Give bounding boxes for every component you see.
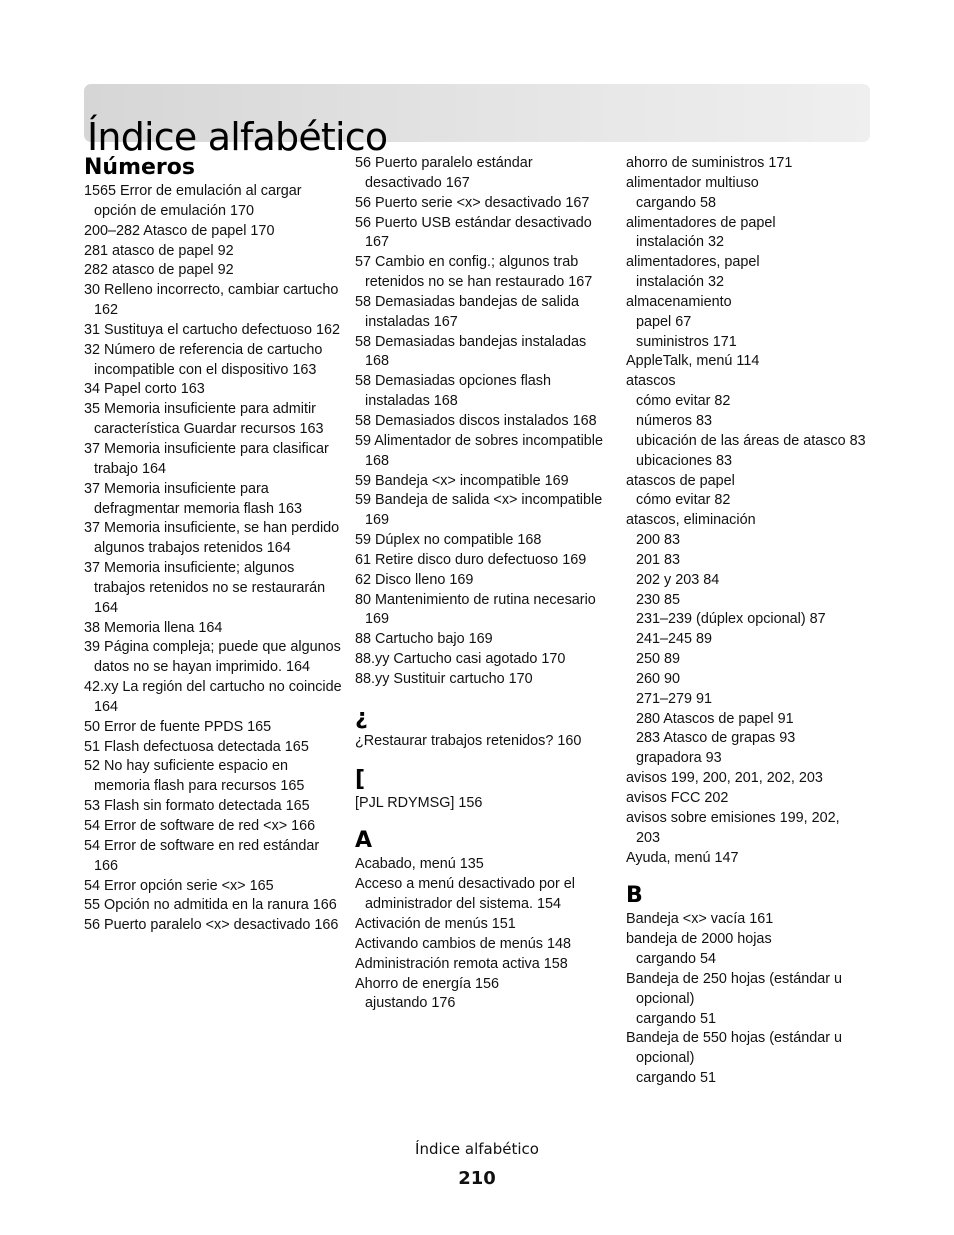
index-entry: 37 Memoria insuficiente; algunos trabajos retenidos no se restaurarán 164	[84, 560, 326, 616]
index-subentry: 283 Atasco de grapas 93	[636, 730, 796, 747]
index-entry: 32 Número de referencia de cartucho incompatible con el dispositivo 163	[84, 341, 323, 378]
index-subentry: 260 90	[636, 670, 681, 687]
index-subentry: 280 Atascos de papel 91	[636, 710, 794, 727]
index-entry: 54 Error opción serie <x> 165	[84, 877, 274, 894]
index-entry: alimentadores de papel	[626, 214, 776, 231]
index-entry: 61 Retire disco duro defectuoso 169	[355, 551, 587, 568]
index-entry: atascos	[626, 373, 676, 390]
index-entry: Acabado, menú 135	[355, 856, 484, 873]
index-entry: 35 Memoria insuficiente para admitir característica Guardar recursos 163	[84, 401, 324, 438]
index-entry: 56 Puerto paralelo <x> desactivado 166	[84, 917, 339, 934]
index-entry: alimentador multiuso	[626, 174, 759, 191]
index-entry: 55 Opción no admitida en la ranura 166	[84, 897, 337, 914]
index-entry: 31 Sustituya el cartucho defectuoso 162	[84, 321, 341, 338]
index-entry: 37 Memoria insuficiente, se han perdido algunos trabajos retenidos 164	[84, 520, 340, 557]
index-entry: bandeja de 2000 hojas	[626, 931, 772, 948]
title-banner	[84, 84, 870, 160]
page-title: Índice alfabético	[87, 115, 388, 160]
index-entry: 80 Mantenimiento de rutina necesario 169	[355, 591, 596, 628]
index-entry: atascos, eliminación	[626, 512, 756, 529]
index-column-1	[84, 154, 342, 950]
index-entry: 58 Demasiadas bandejas instaladas 168	[355, 333, 587, 370]
index-entry: avisos sobre emisiones 199, 202, 203	[626, 809, 840, 846]
index-entry: 51 Flash defectuosa detectada 165	[84, 738, 309, 755]
index-entry: 56 Puerto USB estándar desactivado 167	[355, 214, 592, 251]
index-entry: Administración remota activa 158	[355, 955, 568, 972]
footer-label: Índice alfabético	[415, 1140, 539, 1158]
index-entry: avisos 199, 200, 201, 202, 203	[626, 770, 823, 787]
index-subentry: números 83	[636, 412, 712, 429]
index-entry: 282 atasco de papel 92	[84, 262, 234, 279]
index-entry: avisos FCC 202	[626, 790, 729, 806]
index-entry: 54 Error de software en red estándar 166	[84, 837, 320, 874]
index-subentry: 241–245 89	[636, 631, 713, 648]
index-subentry: cargando 51	[636, 1070, 717, 1087]
index-section	[355, 154, 613, 690]
index-entry: 50 Error de fuente PPDS 165	[84, 718, 272, 735]
index-entry: Bandeja <x> vacía 161	[626, 911, 774, 928]
section-heading: Números	[84, 155, 195, 180]
index-subentry: instalación 32	[636, 234, 725, 251]
index-subentry: cargando 54	[636, 951, 717, 968]
index-entry: 30 Relleno incorrecto, cambiar cartucho 162	[84, 282, 339, 319]
index-entry: 52 No hay suficiente espacio en memoria flash para recursos 165	[84, 758, 305, 795]
index-subentry: papel 67	[636, 313, 692, 330]
section-heading: [	[355, 766, 366, 792]
index-entry: 1565 Error de emulación al cargar opción de emulación 170	[84, 183, 302, 219]
index-entry: Acceso a menú desactivado por el administrador del sistema. 154	[355, 876, 575, 913]
index-subentry: 202 y 203 84	[636, 571, 720, 588]
index-entry: Ayuda, menú 147	[626, 849, 739, 866]
index-entry: 37 Memoria insuficiente para defragmentar memoria flash 163	[84, 480, 302, 517]
index-entry: 37 Memoria insuficiente para clasificar trabajo 164	[84, 440, 329, 477]
index-subentry: cómo evitar 82	[636, 492, 731, 509]
index-subentry: grapadora 93	[636, 750, 722, 767]
index-subentry: 231–239 (dúplex opcional) 87	[636, 611, 826, 628]
index-entry: 59 Bandeja de salida <x> incompatible 169	[355, 492, 603, 529]
index-entry: 54 Error de software de red <x> 166	[84, 818, 316, 834]
index-subentry: 200 83	[636, 532, 681, 549]
index-entry: 42.xy La región del cartucho no coincide 164	[84, 679, 342, 715]
index-subentry: instalación 32	[636, 274, 725, 291]
index-entry: 59 Bandeja <x> incompatible 169	[355, 472, 569, 489]
index-entry: 281 atasco de papel 92	[84, 242, 234, 259]
index-entry: 58 Demasiadas bandejas de salida instaladas 167	[355, 293, 580, 330]
index-section	[626, 882, 866, 1089]
section-heading: ¿	[355, 704, 368, 730]
index-entry: 88.yy Sustituir cartucho 170	[355, 670, 533, 687]
index-entry: 88.yy Cartucho casi agotado 170	[355, 651, 566, 668]
index-entry: 88 Cartucho bajo 169	[355, 631, 493, 648]
index-entry: 58 Demasiados discos instalados 168	[355, 412, 597, 429]
index-column-2	[355, 154, 613, 1028]
index-column-3	[626, 154, 866, 1103]
index-entry: 38 Memoria llena 164	[84, 619, 223, 636]
index-entry: 58 Demasiadas opciones flash instaladas 168	[355, 373, 551, 410]
index-entry: ahorro de suministros 171	[626, 155, 793, 171]
index-subentry: ubicación de las áreas de atasco 83	[636, 432, 866, 449]
index-subentry: cómo evitar 82	[636, 393, 731, 410]
index-entry: 56 Puerto paralelo estándar desactivado 167	[355, 155, 533, 191]
index-entry: 56 Puerto serie <x> desactivado 167	[355, 194, 590, 211]
index-entry: 200–282 Atasco de papel 170	[84, 222, 275, 239]
index-section	[626, 154, 866, 868]
index-subentry: cargando 51	[636, 1010, 717, 1027]
index-entry: 59 Dúplex no compatible 168	[355, 532, 542, 549]
index-entry: 59 Alimentador de sobres incompatible 168	[355, 432, 603, 469]
index-section	[84, 154, 342, 936]
index-subentry: 230 85	[636, 591, 681, 608]
index-entry: atascos de papel	[626, 472, 735, 489]
index-entry: 57 Cambio en config.; algunos trab retenidos no se han restaurado 167	[355, 254, 593, 291]
index-subentry: 201 83	[636, 551, 681, 568]
page-number: 210	[458, 1168, 496, 1189]
index-entry: [PJL RDYMSG] 156	[355, 794, 483, 811]
section-heading: B	[626, 883, 643, 909]
index-entry: ¿Restaurar trabajos retenidos? 160	[355, 732, 582, 749]
index-entry: Activación de menús 151	[355, 916, 516, 932]
index-entry: 62 Disco lleno 169	[355, 571, 474, 588]
index-subentry: 271–279 91	[636, 690, 713, 707]
index-entry: 39 Página compleja; puede que algunos datos no se hayan imprimido. 164	[84, 639, 341, 676]
index-entry: 34 Papel corto 163	[84, 381, 205, 398]
index-subentry: ajustando 176	[365, 995, 456, 1012]
index-section	[355, 704, 613, 752]
index-subentry: ubicaciones 83	[636, 452, 733, 469]
index-subentry: suministros 171	[636, 333, 737, 350]
index-entry: AppleTalk, menú 114	[626, 353, 760, 370]
index-entry: alimentadores, papel	[626, 254, 760, 271]
index-entry: Ahorro de energía 156	[355, 975, 500, 992]
index-section	[355, 766, 613, 814]
index-entry: Bandeja de 250 hojas (estándar u opcional)	[626, 970, 843, 1007]
index-entry: 53 Flash sin formato detectada 165	[84, 798, 310, 815]
index-entry: Activando cambios de menús 148	[355, 935, 571, 952]
index-section	[355, 827, 613, 1014]
index-subentry: cargando 58	[636, 194, 717, 211]
index-entry: almacenamiento	[626, 293, 732, 310]
index-subentry: 250 89	[636, 651, 681, 668]
index-entry: Bandeja de 550 hojas (estándar u opcional)	[626, 1030, 843, 1067]
section-heading: A	[355, 828, 373, 854]
